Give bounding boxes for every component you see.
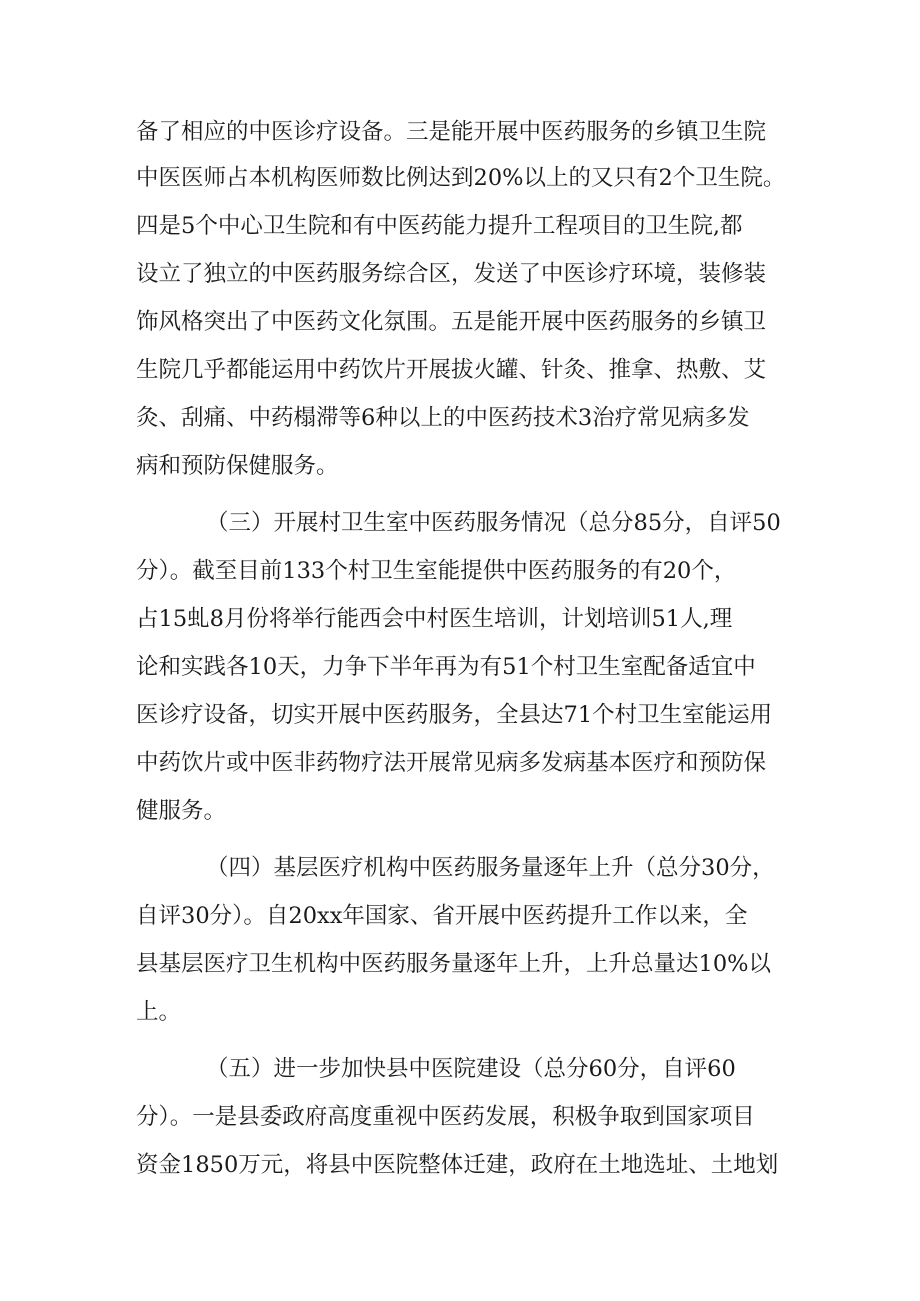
text-line: 分）。一是县委政府高度重视中医药发展，积极争取到国家项目 (136, 1104, 755, 1130)
text-line: 健服务。 (136, 798, 227, 824)
text-line: 设立了独立的中医药服务综合区，发送了中医诊疗环境，装修装 (136, 261, 767, 287)
text-line: 中药饮片或中医非药物疗法开展常见病多发病基本医疗和预防保 (136, 750, 767, 776)
text-line: 资金1850万元，将县中医院整体迁建，政府在土地选址、土地划 (136, 1152, 779, 1178)
text-line: 医诊疗设备，切实开展中医药服务，全县达71个村卫生室能运用 (136, 702, 773, 728)
section-heading-5: （五）进一步加快县中医院建设（总分60分，自评60 (206, 1056, 736, 1082)
text-line: 备了相应的中医诊疗设备。三是能开展中医药服务的乡镇卫生院 (136, 119, 767, 145)
text-line: 饰风格突出了中医药文化氛围。五是能开展中医药服务的乡镇卫 (136, 309, 767, 335)
text-line: 上。 (136, 999, 182, 1025)
text-line: 病和预防保健服务。 (136, 453, 339, 479)
text-line: 灸、刮痛、中药榻滞等6种以上的中医药技术3治疗常见病多发 (136, 405, 750, 431)
text-line: 生院几乎都能运用中药饮片开展拔火罐、针灸、推拿、热敷、艾 (136, 357, 767, 383)
section-heading-4: （四）基层医疗机构中医药服务量逐年上升（总分30分， (206, 855, 775, 881)
text-line: 四是5个中心卫生院和有中医药能力提升工程项目的卫生院,都 (136, 213, 743, 239)
text-line: 中医医师占本机构医师数比例达到20%以上的又只有2个卫生院。 (136, 165, 786, 191)
text-line: 自评30分）。自20xx年国家、省开展中医药提升工作以来，全 (136, 903, 748, 929)
text-line: 分）。截至目前133个村卫生室能提供中医药服务的有20个， (136, 558, 737, 584)
text-line: 县基层医疗卫生机构中医药服务量逐年上升，上升总量达10%以 (136, 951, 772, 977)
text-line: 占15虬8月份将举行能西会中村医生培训，计划培训51人,理 (136, 606, 733, 632)
text-line: 论和实践各10天，力争下半年再为有51个村卫生室配备适宜中 (136, 654, 756, 680)
section-heading-3: （三）开展村卫生室中医药服务情况（总分85分，自评50 (206, 510, 781, 536)
